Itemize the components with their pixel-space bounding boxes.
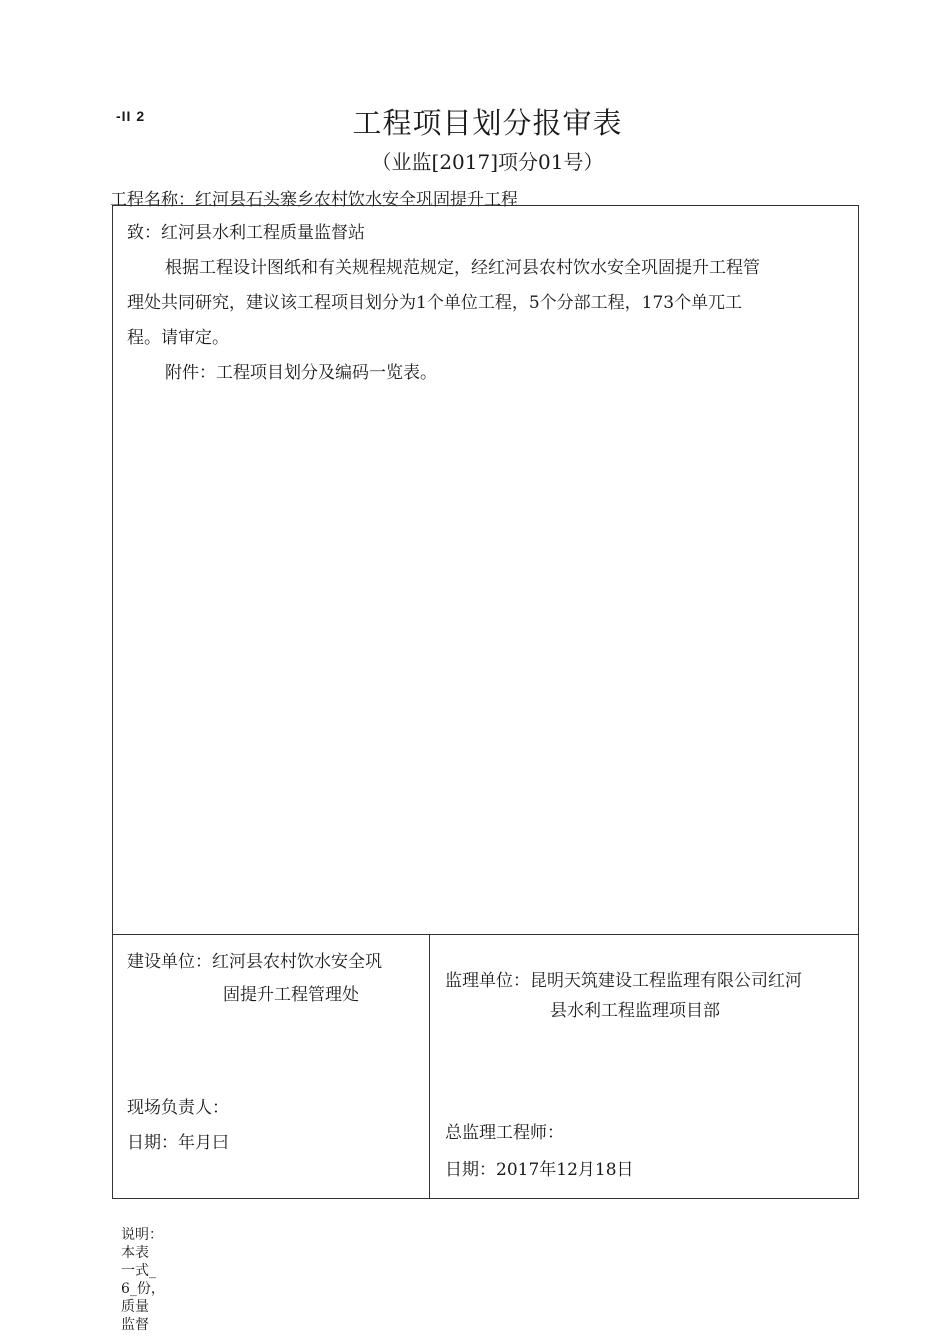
supervision-date: 日期：2017年12月18日 <box>445 1160 634 1180</box>
project-name-line: 工程名称：红河县石头寨乡农村饮水安全巩固提升工程 <box>110 190 518 210</box>
construction-date: 日期：年月曰 <box>127 1133 229 1153</box>
notes-line: 6_份， <box>121 1281 165 1297</box>
addressee: 致：红河县水利工程质量监督站 <box>127 223 365 243</box>
construction-unit-line1: 建设单位：红河县农村饮水安全巩 <box>127 952 382 972</box>
body-paragraph-line: 根据工程设计图纸和有关规程规范规定，经红河县农村饮水安全巩固提升工程管 <box>165 258 760 278</box>
notes-line: 本表 <box>121 1245 149 1261</box>
notes-line: 说明： <box>121 1227 163 1243</box>
body-paragraph-line: 程。请审定。 <box>127 328 229 348</box>
supervision-unit-line2: 县水利工程监理项目部 <box>550 1001 720 1021</box>
supervision-unit-line1: 监理单位：昆明天筑建设工程监理有限公司红河 <box>445 971 802 991</box>
signature-divider-vertical <box>429 934 430 1199</box>
construction-unit-line2: 固提升工程管理处 <box>223 985 359 1005</box>
form-frame <box>112 205 859 1199</box>
body-paragraph-line: 理处共同研究，建议该工程项目划分为1个单位工程，5个分部工程，173个单兀工 <box>127 293 743 313</box>
document-number: （业监[2017]项分01号） <box>371 150 604 174</box>
corner-mark: -II 2 <box>116 108 146 124</box>
notes-line: 监督 <box>121 1317 149 1333</box>
signature-divider-horizontal <box>112 934 859 935</box>
form-title: 工程项目划分报审表 <box>352 106 623 140</box>
notes-line: 一式_ <box>121 1263 156 1279</box>
notes <box>121 1226 165 1334</box>
site-manager-label: 现场负责人： <box>127 1098 229 1118</box>
notes-line: 质量 <box>121 1299 149 1315</box>
chief-engineer-label: 总监理工程师： <box>445 1123 564 1143</box>
attachment-line: 附件：工程项目划分及编码一览表。 <box>165 363 437 383</box>
